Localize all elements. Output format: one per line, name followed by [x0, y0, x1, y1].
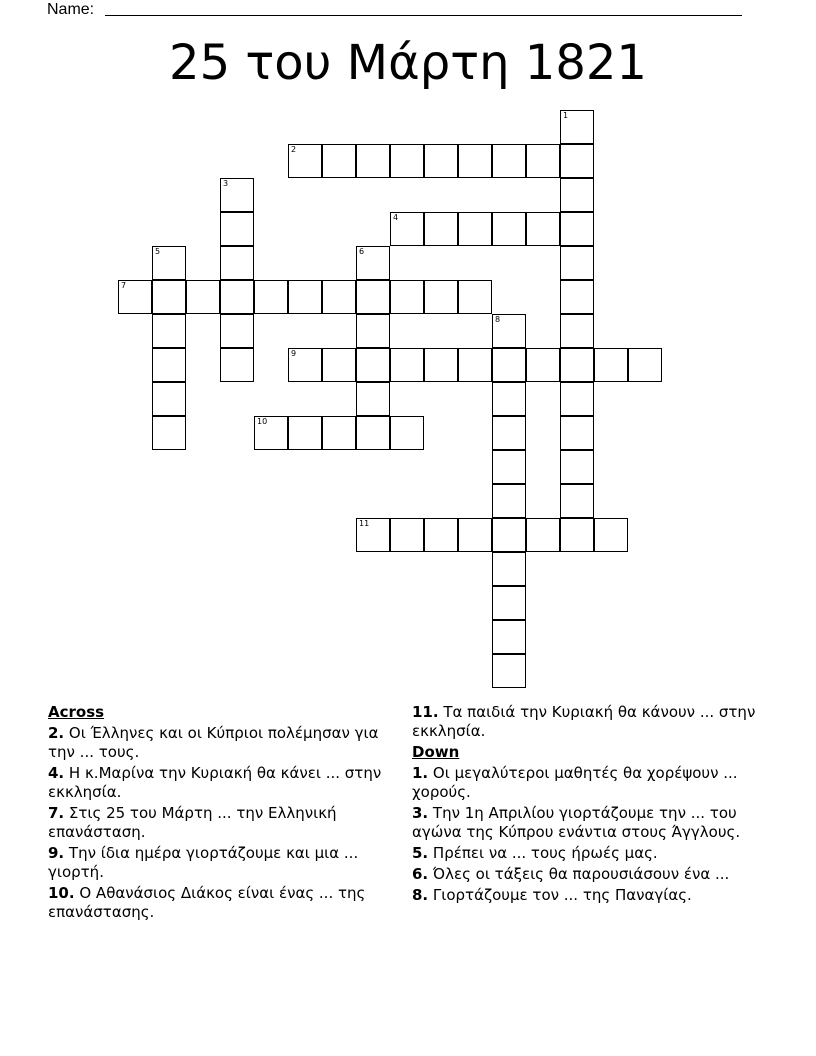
clue-number: 6. [412, 865, 429, 883]
crossword-cell[interactable] [424, 212, 458, 246]
crossword-cell[interactable] [560, 280, 594, 314]
clue-number: 10. [48, 884, 75, 902]
crossword-cell[interactable] [220, 178, 254, 212]
crossword-cell[interactable] [288, 280, 322, 314]
crossword-cell[interactable] [220, 314, 254, 348]
crossword-cell[interactable] [458, 518, 492, 552]
crossword-cell[interactable] [152, 314, 186, 348]
clue-text: Γιορτάζουμε τον ... της Παναγίας. [432, 886, 692, 904]
crossword-cell[interactable] [356, 518, 390, 552]
clues-left-column [48, 703, 398, 924]
crossword-cell[interactable] [526, 518, 560, 552]
crossword-cell[interactable] [288, 348, 322, 382]
clue-down-6 [412, 865, 757, 884]
crossword-cell[interactable] [560, 314, 594, 348]
crossword-cell[interactable] [390, 348, 424, 382]
crossword-cell[interactable] [492, 518, 526, 552]
clue-number: 3. [412, 804, 429, 822]
page-title: 25 του Μάρτη 1821 [169, 35, 647, 91]
crossword-cell[interactable] [356, 382, 390, 416]
clue-number: 4. [48, 764, 65, 782]
crossword-cell[interactable] [220, 280, 254, 314]
crossword-cell[interactable] [594, 348, 628, 382]
clue-text: Ο Αθανάσιος Διάκος είναι ένας ... της επανάστασης. [48, 884, 366, 921]
crossword-cell[interactable] [492, 382, 526, 416]
crossword-cell[interactable] [594, 518, 628, 552]
crossword-cell[interactable] [526, 348, 560, 382]
crossword-cell[interactable] [390, 416, 424, 450]
crossword-cell[interactable] [220, 246, 254, 280]
crossword-cell[interactable] [322, 348, 356, 382]
clue-number: 9. [48, 844, 65, 862]
crossword-cell[interactable] [492, 416, 526, 450]
crossword-cell[interactable] [560, 110, 594, 144]
crossword-cell[interactable] [152, 416, 186, 450]
crossword-cell[interactable] [220, 212, 254, 246]
clue-down-8 [412, 886, 757, 905]
crossword-cell[interactable] [254, 416, 288, 450]
crossword-cell[interactable] [390, 212, 424, 246]
clue-number: 1. [412, 764, 429, 782]
clue-number-label: 8 [495, 315, 501, 324]
crossword-cell[interactable] [560, 246, 594, 280]
crossword-cell[interactable] [424, 144, 458, 178]
clue-across-4 [48, 764, 398, 802]
clue-text: Η κ.Μαρίνα την Κυριακή θα κάνει ... στην εκκλησία. [48, 764, 382, 801]
crossword-cell[interactable] [186, 280, 220, 314]
crossword-cell[interactable] [390, 280, 424, 314]
crossword-cell[interactable] [356, 348, 390, 382]
crossword-cell[interactable] [458, 280, 492, 314]
crossword-cell[interactable] [560, 484, 594, 518]
clue-across-9 [48, 844, 398, 882]
crossword-cell[interactable] [356, 280, 390, 314]
crossword-cell[interactable] [526, 144, 560, 178]
clue-text: Όλες οι τάξεις θα παρουσιάσουν ένα ... [432, 865, 730, 883]
clue-number: 7. [48, 804, 65, 822]
crossword-cell[interactable] [492, 212, 526, 246]
crossword-cell[interactable] [322, 416, 356, 450]
crossword-cell[interactable] [560, 212, 594, 246]
clue-text: Τα παιδιά την Κυριακή θα κάνουν ... στην εκκλησία. [412, 703, 756, 740]
clue-text: Οι μεγαλύτεροι μαθητές θα χορέψουν ... χορούς. [412, 764, 738, 801]
clue-across-11 [412, 703, 757, 741]
clue-number-label: 6 [359, 247, 365, 256]
crossword-cell[interactable] [560, 450, 594, 484]
crossword-cell[interactable] [492, 484, 526, 518]
name-label: Name: [47, 1, 95, 18]
clue-number-label: 10 [257, 417, 268, 426]
clue-number: 5. [412, 844, 429, 862]
crossword-cell[interactable] [288, 416, 322, 450]
crossword-cell[interactable] [288, 144, 322, 178]
crossword-cell[interactable] [424, 518, 458, 552]
across-heading: Across [48, 703, 105, 721]
clue-down-3 [412, 804, 757, 842]
clue-across-7 [48, 804, 398, 842]
crossword-cell[interactable] [322, 144, 356, 178]
clue-across-2 [48, 724, 398, 762]
crossword-cell[interactable] [356, 144, 390, 178]
crossword-cell[interactable] [118, 280, 152, 314]
crossword-cell[interactable] [390, 518, 424, 552]
crossword-cell[interactable] [424, 280, 458, 314]
clue-across-10 [48, 884, 398, 922]
clue-number: 2. [48, 724, 65, 742]
crossword-cell[interactable] [424, 348, 458, 382]
crossword-cell[interactable] [560, 518, 594, 552]
clue-text: Οι Έλληνες και οι Κύπριοι πολέμησαν για την ... τους. [48, 724, 379, 761]
crossword-cell[interactable] [628, 348, 662, 382]
crossword-cell[interactable] [356, 246, 390, 280]
crossword-cell[interactable] [390, 144, 424, 178]
clue-text: Την 1η Απριλίου γιορτάζουμε την ... του αγώνα της Κύπρου ενάντια στους Άγγλους. [412, 804, 741, 841]
crossword-cell[interactable] [492, 314, 526, 348]
clue-text: Πρέπει να ... τους ήρωές μας. [432, 844, 658, 862]
clues-right-column [412, 703, 757, 907]
crossword-cell[interactable] [356, 416, 390, 450]
crossword-cell[interactable] [560, 416, 594, 450]
crossword-cell[interactable] [458, 212, 492, 246]
crossword-cell[interactable] [526, 212, 560, 246]
crossword-cell[interactable] [152, 280, 186, 314]
crossword-cell[interactable] [492, 144, 526, 178]
clue-text: Στις 25 του Μάρτη ... την Ελληνική επανάσταση. [48, 804, 337, 841]
crossword-cell[interactable] [560, 178, 594, 212]
clue-number-label: 5 [155, 247, 161, 256]
clue-number-label: 11 [359, 519, 370, 528]
crossword-cell[interactable] [356, 314, 390, 348]
clue-number-label: 2 [291, 145, 297, 154]
clue-number-label: 4 [393, 213, 399, 222]
clue-number: 8. [412, 886, 429, 904]
clue-down-5 [412, 844, 757, 863]
crossword-cell[interactable] [492, 654, 526, 688]
crossword-cell[interactable] [322, 280, 356, 314]
crossword-cell[interactable] [560, 348, 594, 382]
crossword-cell[interactable] [560, 144, 594, 178]
crossword-cell[interactable] [492, 450, 526, 484]
crossword-cell[interactable] [152, 246, 186, 280]
clue-number: 11. [412, 703, 439, 721]
crossword-cell[interactable] [560, 382, 594, 416]
clue-number-label: 9 [291, 349, 297, 358]
clue-text: Την ίδια ημέρα γιορτάζουμε και μια ... γιορτή. [48, 844, 359, 881]
clue-number-label: 3 [223, 179, 229, 188]
crossword-cell[interactable] [220, 348, 254, 382]
crossword-cell[interactable] [458, 144, 492, 178]
crossword-cell[interactable] [492, 552, 526, 586]
clue-down-1 [412, 764, 757, 802]
crossword-cell[interactable] [492, 586, 526, 620]
crossword-cell[interactable] [492, 620, 526, 654]
crossword-cell[interactable] [152, 382, 186, 416]
crossword-cell[interactable] [458, 348, 492, 382]
clue-number-label: 1 [563, 111, 569, 120]
crossword-cell[interactable] [152, 348, 186, 382]
crossword-cell[interactable] [492, 348, 526, 382]
down-heading: Down [412, 743, 460, 761]
crossword-cell[interactable] [254, 280, 288, 314]
clue-number-label: 7 [121, 281, 127, 290]
